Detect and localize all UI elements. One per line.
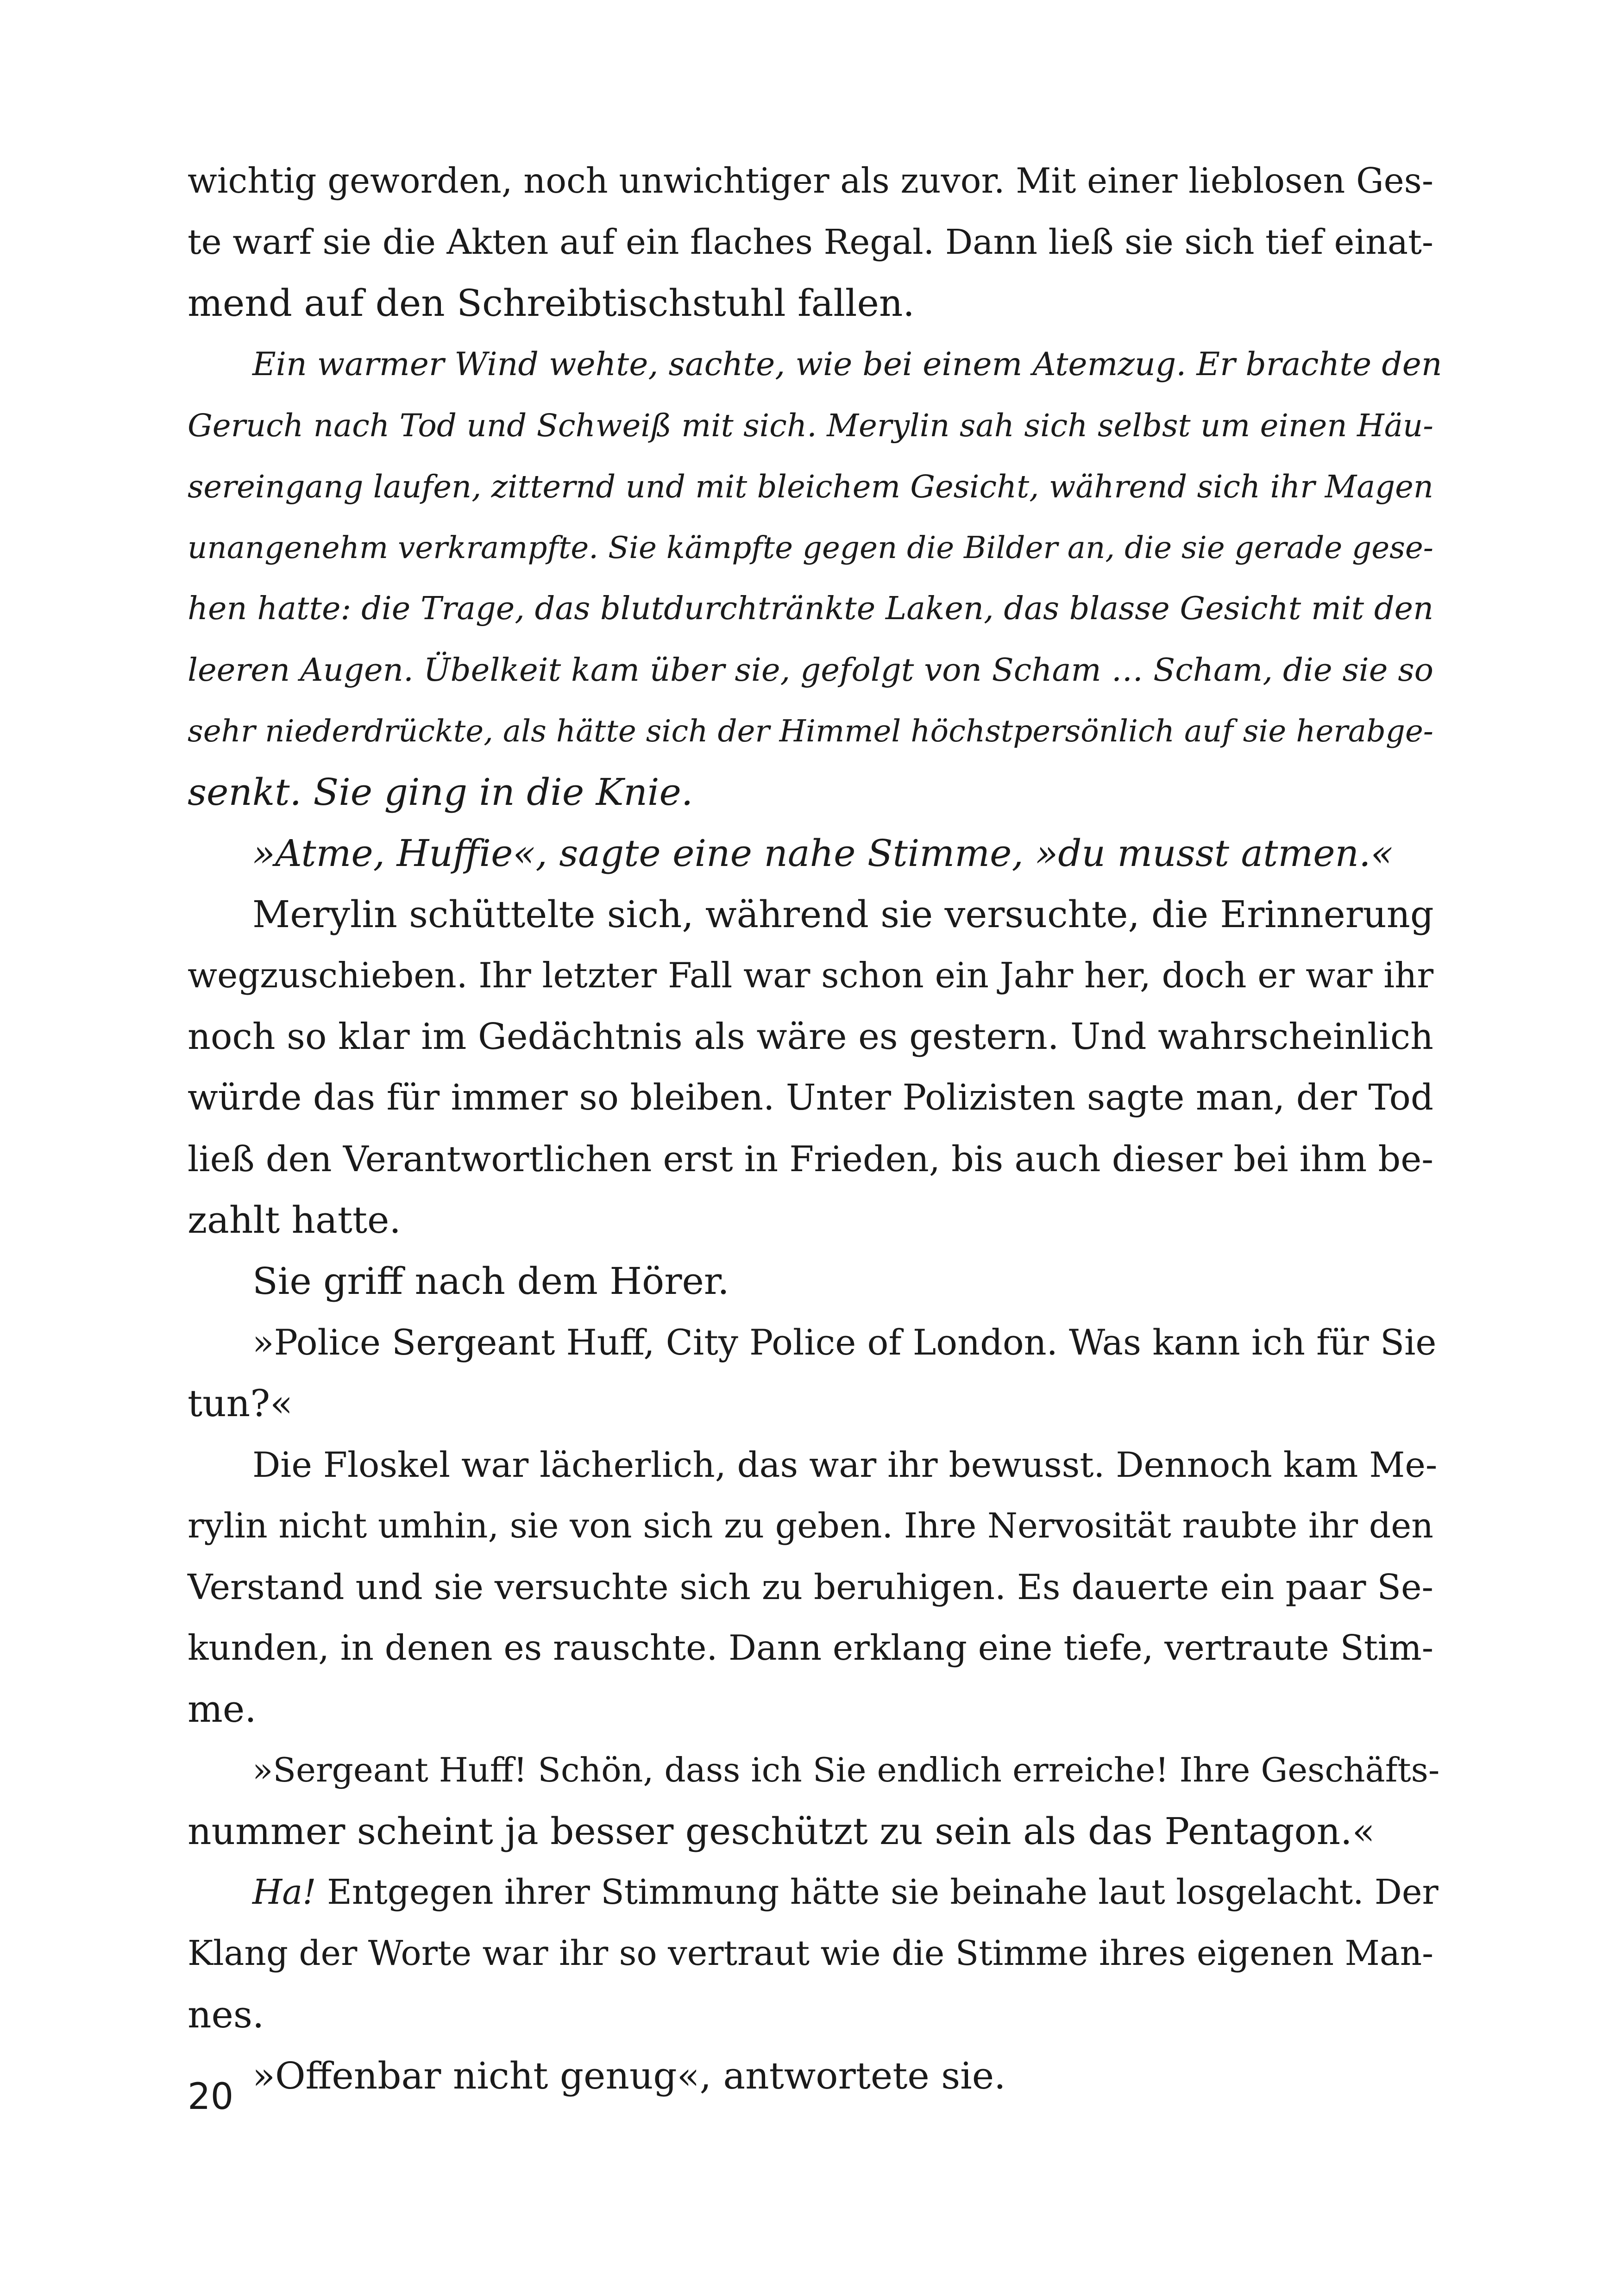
text-line: tun?« xyxy=(188,1382,293,1425)
page-number: 20 xyxy=(188,2076,234,2118)
text-line: rylin nicht umhin, sie von sich zu geben. Ihre Nervosität raubte ihr den xyxy=(188,1506,1433,1546)
text-line: nes. xyxy=(188,1993,264,2036)
text-line: mend auf den Schreibtischstuhl fallen. xyxy=(188,282,915,325)
body-text xyxy=(188,151,1442,2107)
text-line: »Atme, Huffie«, sagte eine nahe Stimme, »du musst atmen.« xyxy=(252,832,1394,875)
paragraph xyxy=(188,1862,1439,2045)
text-line: Ein warmer Wind wehte, sachte, wie bei einem Atemzug. Er brachte den xyxy=(252,345,1442,383)
text-line: Klang der Worte war ihr so vertraut wie die Stimme ihres eigenen Man- xyxy=(188,1934,1433,1973)
text-line: senkt. Sie ging in die Knie. xyxy=(188,771,693,814)
text-line: wegzuschieben. Ihr letzter Fall war schon ein Jahr her, doch er war ihr xyxy=(188,955,1434,996)
text-line: »Offenbar nicht genug«, antwortete sie. xyxy=(252,2054,1006,2097)
text-line: unangenehm verkrampfte. Sie kämpfte gegen die Bilder an, die sie gerade gese- xyxy=(188,530,1434,565)
text-line: sereingang laufen, zitternd und mit bleichem Gesicht, während sich ihr Magen xyxy=(188,469,1433,505)
text-line: Sie griff nach dem Hörer. xyxy=(252,1260,729,1303)
paragraph xyxy=(188,2045,1433,2107)
paragraph xyxy=(188,1740,1440,1862)
text-line: Verstand und sie versuchte sich zu beruhigen. Es dauerte ein paar Se- xyxy=(188,1567,1433,1607)
text-line: zahlt hatte. xyxy=(188,1198,401,1242)
text-line: kunden, in denen es rauschte. Dann erklang eine tiefe, vertraute Stim- xyxy=(188,1628,1433,1668)
text-line: leeren Augen. Übelkeit kam über sie, gefolgt von Scham … Scham, die sie so xyxy=(188,652,1433,689)
text-line: Die Floskel war lächerlich, das war ihr bewusst. Dennoch kam Me- xyxy=(252,1444,1438,1485)
text-line xyxy=(188,1862,1439,1923)
text-line: »Sergeant Huff! Schön, dass ich Sie endlich erreiche! Ihre Geschäfts- xyxy=(252,1751,1440,1790)
paragraph xyxy=(188,823,1433,884)
paragraph xyxy=(188,1251,1433,1312)
paragraph xyxy=(188,1434,1438,1740)
line-remainder: Entgegen ihrer Stimmung hätte sie beinahe laut losgelacht. Der xyxy=(316,1873,1439,1912)
text-line: Merylin schüttelte sich, während sie versuchte, die Erinnerung xyxy=(252,893,1434,936)
text-line: te warf sie die Akten auf ein flaches Regal. Dann ließ sie sich tief einat- xyxy=(188,222,1433,262)
text-line: würde das für immer so bleiben. Unter Polizisten sagte man, der Tod xyxy=(188,1077,1433,1118)
italic-lead: Ha! xyxy=(252,1873,316,1912)
paragraph xyxy=(188,884,1433,1251)
paragraph xyxy=(188,334,1442,823)
text-line: sehr niederdrückte, als hätte sich der Himmel höchstpersönlich auf sie herabge- xyxy=(188,714,1433,749)
text-line: hen hatte: die Trage, das blutdurchtränkte Laken, das blasse Gesicht mit den xyxy=(188,590,1434,627)
paragraph xyxy=(188,151,1433,334)
text-line: »Police Sergeant Huff, City Police of London. Was kann ich für Sie xyxy=(252,1322,1437,1363)
text-line: nummer scheint ja besser geschützt zu sein als das Pentagon.« xyxy=(188,1810,1375,1853)
text-line: noch so klar im Gedächtnis als wäre es gestern. Und wahrscheinlich xyxy=(188,1016,1433,1058)
text-line: ließ den Verantwortlichen erst in Frieden, bis auch dieser bei ihm be- xyxy=(188,1138,1433,1179)
text-line: wichtig geworden, noch unwichtiger als zuvor. Mit einer lieblosen Ges- xyxy=(188,161,1433,201)
text-line: Geruch nach Tod und Schweiß mit sich. Merylin sah sich selbst um einen Häu- xyxy=(188,408,1433,444)
text-line: me. xyxy=(188,1687,257,1731)
paragraph xyxy=(188,1312,1437,1434)
